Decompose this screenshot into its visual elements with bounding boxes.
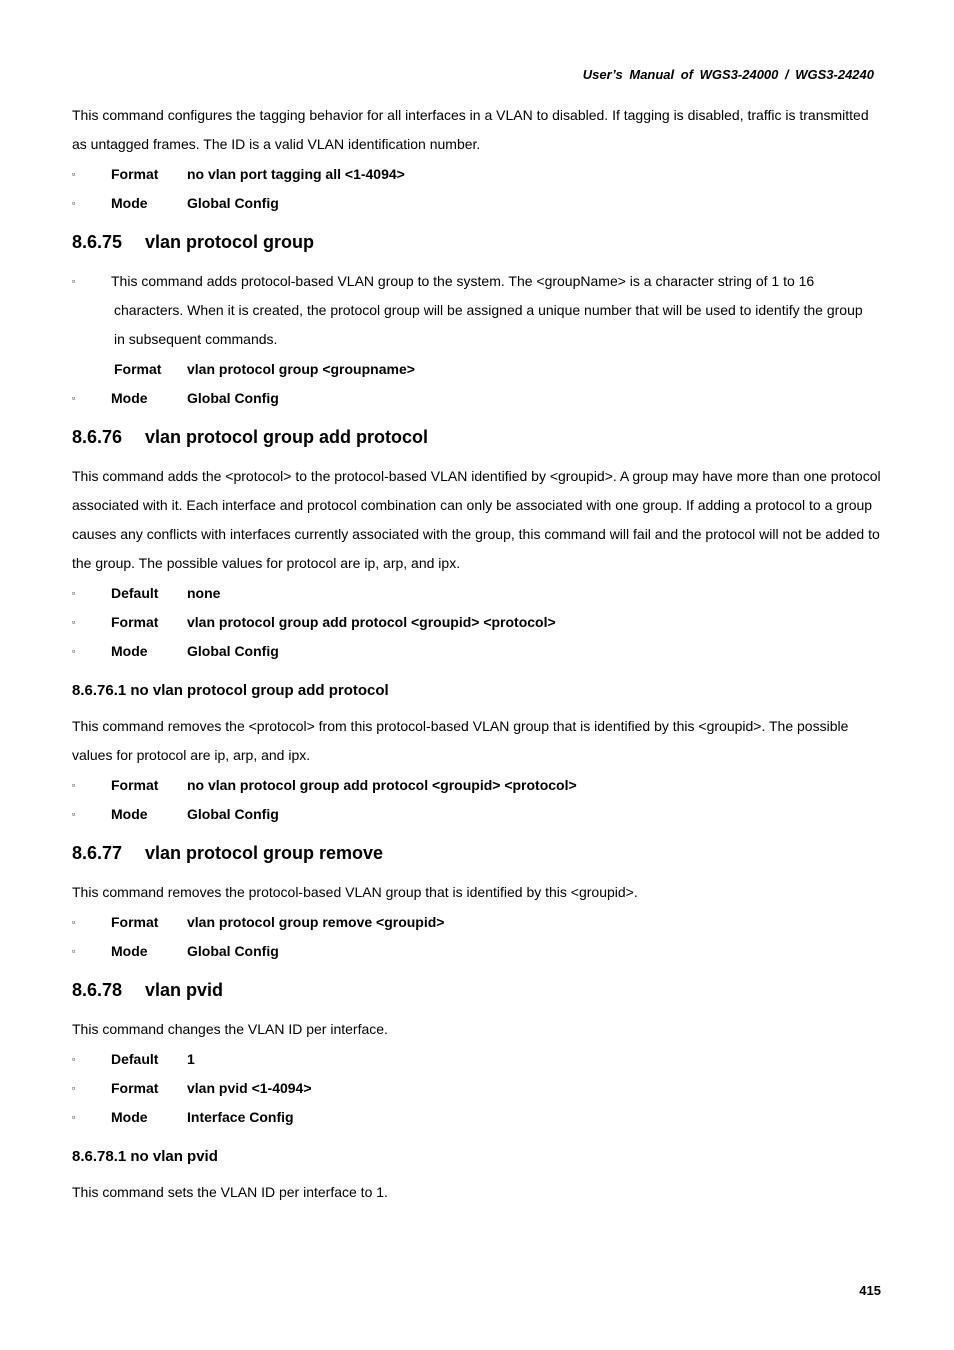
s76-default-row — [72, 578, 884, 607]
page-number: 415 — [859, 1283, 881, 1298]
s761-text: This command removes the <protocol> from this protocol-based VLAN group that is identified by this <groupid>. The possible values for protocol are ip, arp, and ipx. — [72, 718, 849, 763]
section-number: 8.6.78 — [72, 980, 123, 1000]
page-header: User’s Manual of WGS3-24000 / WGS3-24240 — [582, 67, 874, 82]
format-value: no vlan protocol group add protocol <groupid> <protocol> — [187, 776, 577, 793]
section-number: 8.6.77 — [72, 843, 123, 863]
s77-text: This command removes the protocol-based VLAN group that is identified by this <groupid>. — [72, 884, 638, 900]
mode-value: Global Config — [187, 642, 279, 659]
bullet-icon: ▫ — [72, 197, 76, 208]
format-value: vlan protocol group remove <groupid> — [187, 913, 445, 930]
section-heading-8-6-76 — [72, 421, 884, 453]
bullet-icon: ▫ — [72, 587, 76, 598]
s78-format-row — [72, 1073, 884, 1102]
bullet-icon: ▫ — [72, 945, 76, 956]
format-label: Format — [114, 360, 162, 377]
section-heading-8-6-77 — [72, 837, 884, 869]
section-title: vlan protocol group — [145, 232, 314, 252]
bullet-icon: ▫ — [72, 1111, 76, 1122]
s77-format-row — [72, 907, 884, 936]
mode-value: Interface Config — [187, 1108, 294, 1125]
bullet-icon: ▫ — [72, 168, 76, 179]
section-title: vlan protocol group add protocol — [145, 427, 428, 447]
default-label: Default — [111, 584, 159, 601]
intro-mode-row — [72, 188, 884, 217]
bullet-icon: ▫ — [72, 392, 76, 403]
mode-label: Mode — [111, 805, 148, 822]
bullet-icon: ▫ — [72, 808, 76, 819]
s78-text: This command changes the VLAN ID per interface. — [72, 1021, 388, 1037]
mode-label: Mode — [111, 642, 148, 659]
s75-text-line: in subsequent commands. — [114, 331, 278, 347]
s75-description — [72, 267, 884, 354]
format-value: no vlan port tagging all <1-4094> — [187, 165, 405, 182]
bullet-icon: ▫ — [72, 916, 76, 927]
format-value: vlan protocol group <groupname> — [187, 360, 415, 377]
s76-format-row — [72, 607, 884, 636]
mode-label: Mode — [111, 389, 148, 406]
format-label: Format — [111, 165, 159, 182]
s781-text: This command sets the VLAN ID per interface to 1. — [72, 1184, 388, 1200]
page-content — [72, 101, 884, 1207]
s761-mode-row — [72, 799, 884, 828]
s75-format-row — [72, 354, 884, 383]
mode-value: Global Config — [187, 942, 279, 959]
intro-text: This command configures the tagging behavior for all interfaces in a VLAN to disabled. If tagging is disabled, traffic is transmitted as untagged frames. The ID is a valid VLAN identification number. — [72, 107, 869, 152]
s76-text: This command adds the <protocol> to the protocol-based VLAN identified by <groupid>. A group may have more than one protocol associated with it. Each interface and protocol combination can only be associated with one group. If adding a protocol to a group causes any conflicts with interfaces currently associated with the group, this command will fail and the protocol will not be added to the group. The possible values for protocol are ip, arp, and ipx. — [72, 468, 881, 571]
format-label: Format — [111, 913, 159, 930]
default-value: none — [187, 584, 221, 601]
default-value: 1 — [187, 1050, 195, 1067]
s75-text-line: characters. When it is created, the protocol group will be assigned a unique number that will be used to identify the group — [114, 302, 863, 318]
s761-format-row — [72, 770, 884, 799]
section-heading-8-6-75 — [72, 226, 884, 258]
format-value: vlan protocol group add protocol <groupid> <protocol> — [187, 613, 556, 630]
bullet-icon: ▫ — [72, 276, 76, 286]
subsection-heading-8-6-76-1: 8.6.76.1 no vlan protocol group add protocol — [72, 682, 389, 699]
bullet-icon: ▫ — [72, 1082, 76, 1093]
mode-label: Mode — [111, 194, 148, 211]
mode-label: Mode — [111, 942, 148, 959]
bullet-icon: ▫ — [72, 645, 76, 656]
mode-value: Global Config — [187, 805, 279, 822]
default-label: Default — [111, 1050, 159, 1067]
bullet-icon: ▫ — [72, 616, 76, 627]
format-label: Format — [111, 1079, 159, 1096]
subsection-heading-8-6-78-1: 8.6.78.1 no vlan pvid — [72, 1148, 218, 1165]
mode-value: Global Config — [187, 389, 279, 406]
section-number: 8.6.75 — [72, 232, 123, 252]
s76-mode-row — [72, 636, 884, 665]
section-title: vlan protocol group remove — [145, 843, 384, 863]
mode-value: Global Config — [187, 194, 279, 211]
mode-label: Mode — [111, 1108, 148, 1125]
s75-text-line: This command adds protocol-based VLAN group to the system. The <groupName> is a character string of 1 to 16 — [111, 273, 815, 289]
s75-mode-row — [72, 383, 884, 412]
format-label: Format — [111, 776, 159, 793]
section-number: 8.6.76 — [72, 427, 123, 447]
format-label: Format — [111, 613, 159, 630]
section-heading-8-6-78 — [72, 974, 884, 1006]
s78-mode-row — [72, 1102, 884, 1131]
s77-mode-row — [72, 936, 884, 965]
bullet-icon: ▫ — [72, 1053, 76, 1064]
s78-default-row — [72, 1044, 884, 1073]
intro-format-row — [72, 159, 884, 188]
format-value: vlan pvid <1-4094> — [187, 1079, 312, 1096]
section-title: vlan pvid — [145, 980, 224, 1000]
bullet-icon: ▫ — [72, 779, 76, 790]
